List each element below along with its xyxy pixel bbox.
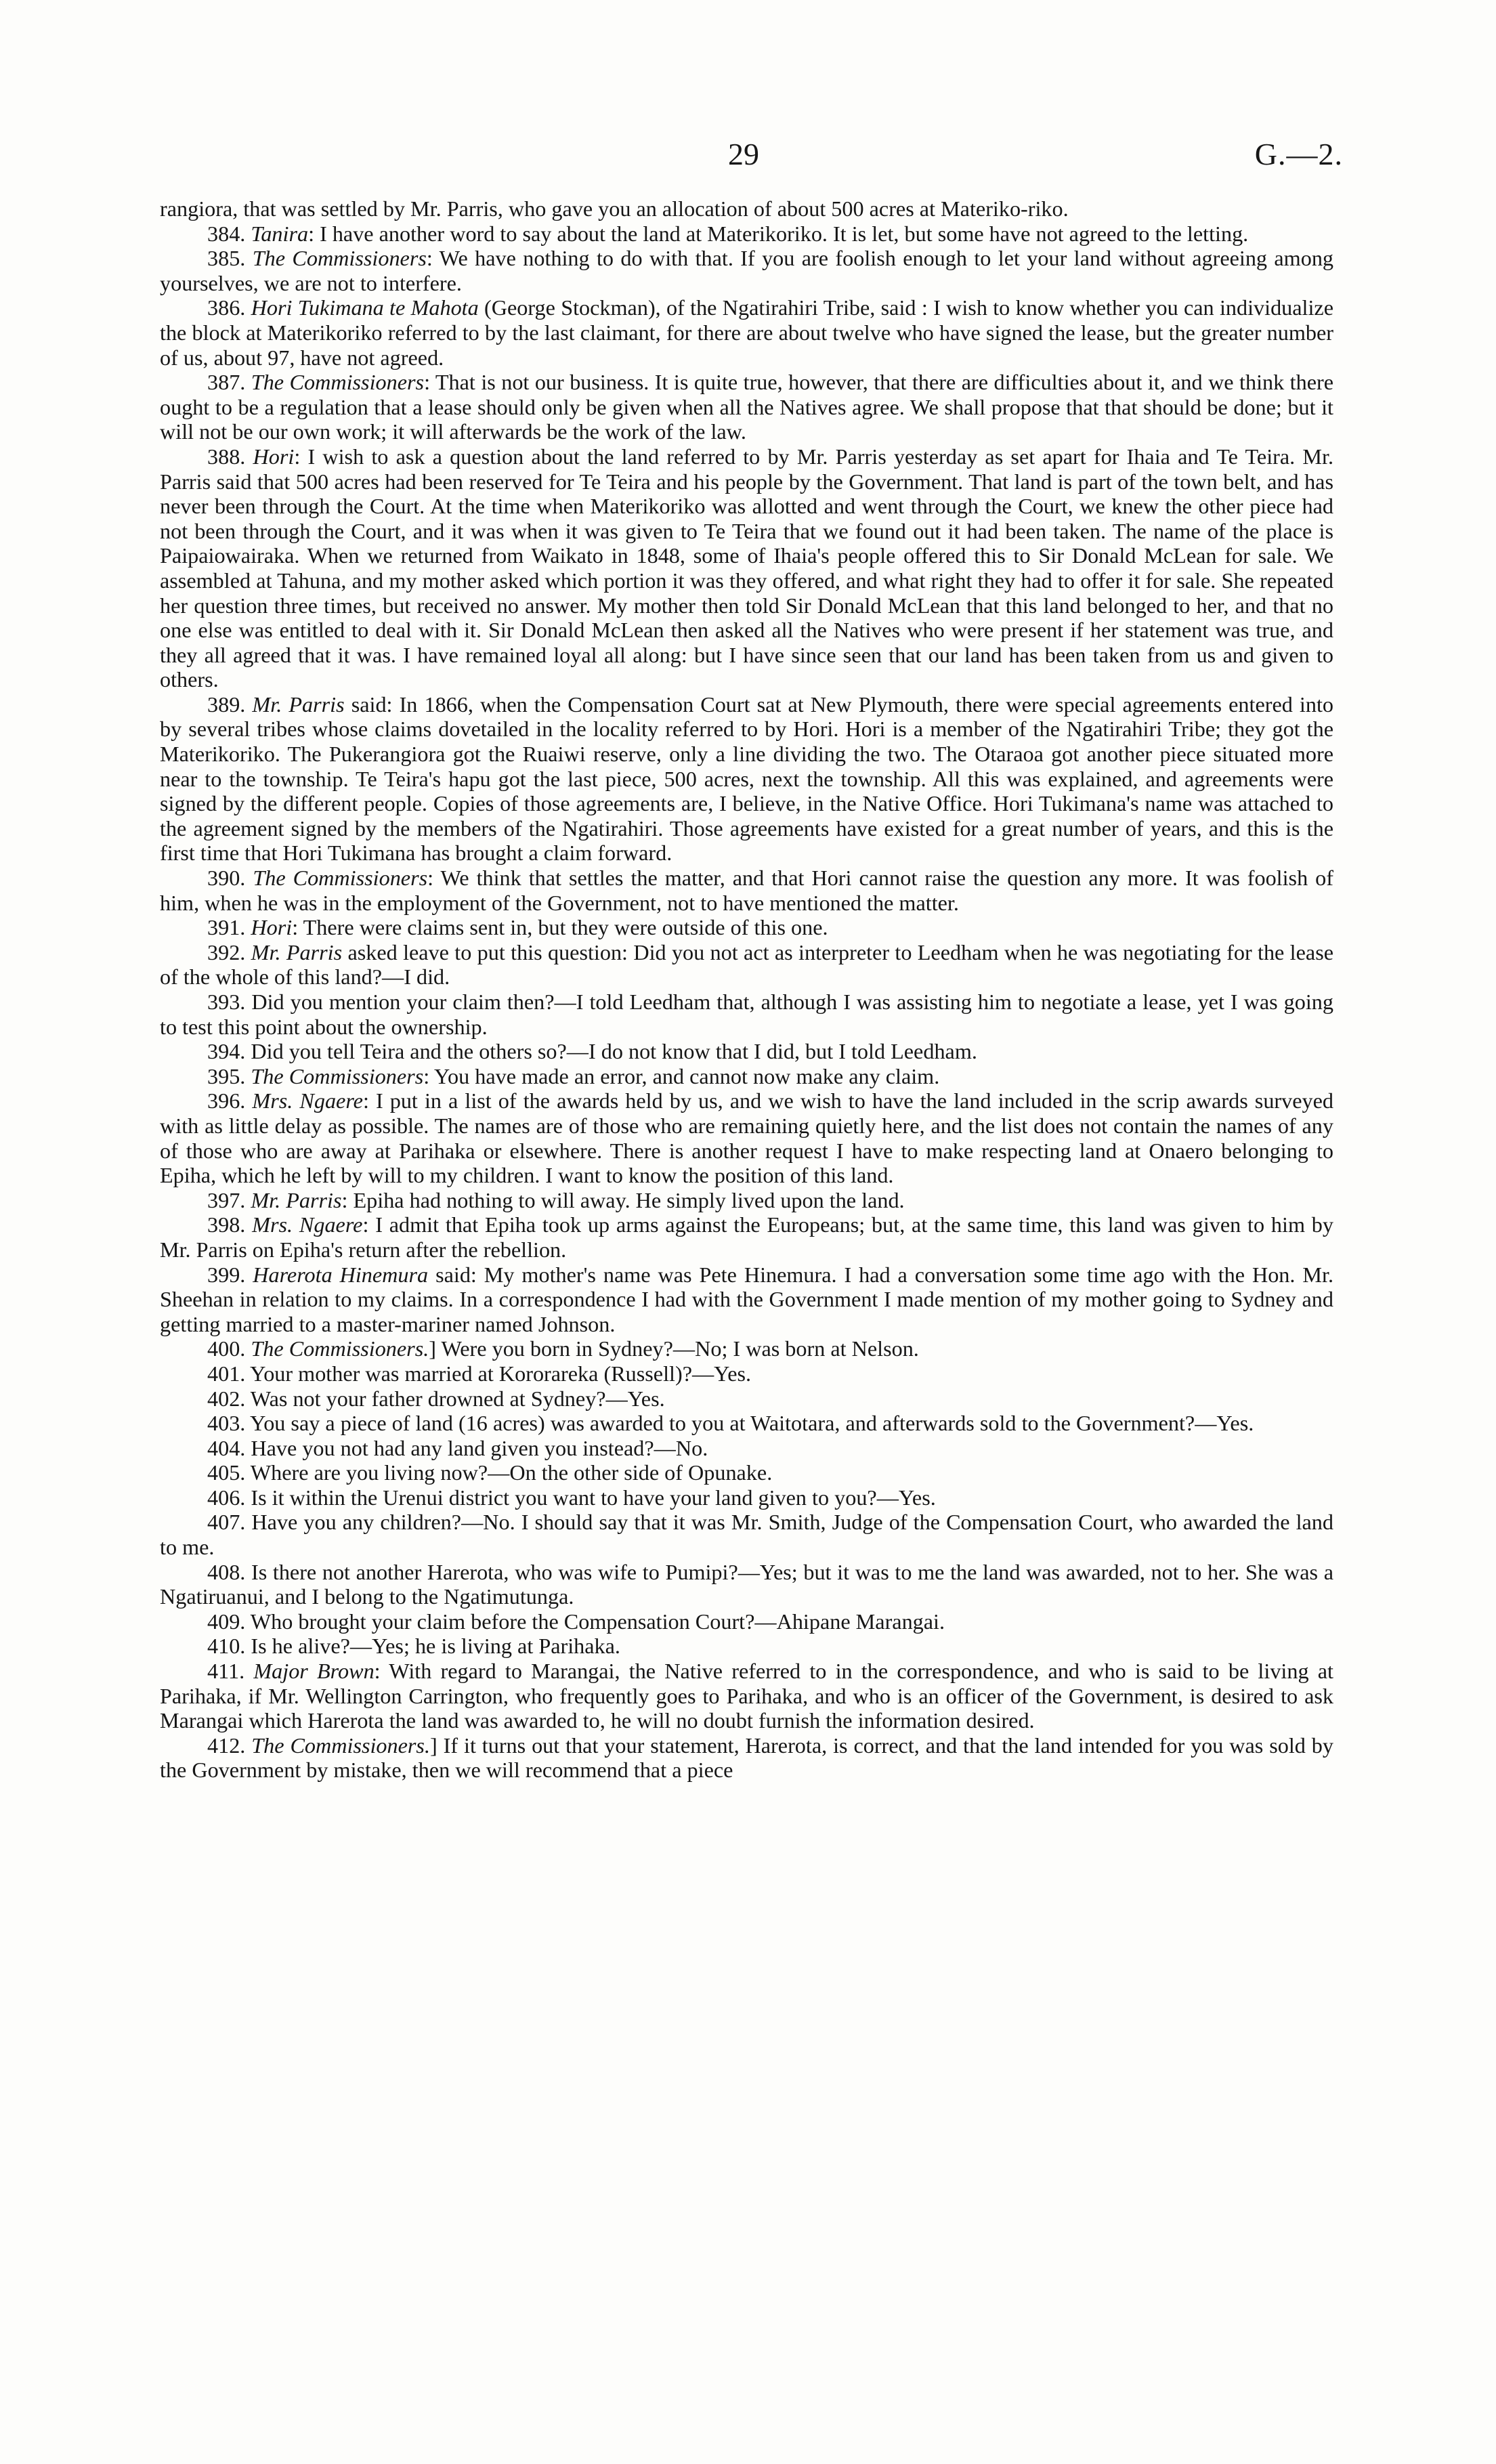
paragraph-text: : We think that settles the matter, and that Hori cannot raise the question any more. It was foolish of him, when he was in the employment of the Government, not to have mentioned the matter. [160,866,1333,915]
paragraph-text: said: My mother's name was Pete Hinemura. I had a conversation some time ago with the Hon. Mr. Sheehan in relation to my claims. In a correspondence I had with the Government I made mention of my mother going to Sydney and getting married to a master-mariner named Johnson. [160,1262,1333,1336]
paragraph [160,1336,1333,1361]
paragraph-number: 398. [207,1212,253,1237]
speaker-name: The Commissioners [252,246,427,271]
speaker-name: The Commissioners. [251,1733,431,1758]
paragraph [160,1733,1333,1783]
speaker-name: The Commissioners [251,1063,424,1088]
body-text [160,196,1333,1783]
paragraph-text: 408. Is there not another Harerota, who was wife to Pumipi?—Yes; but it was to me the land was awarded, not to her. She was a Ngatiruanui, and I belong to the Ngatimutunga. [160,1559,1333,1609]
paragraph [160,1064,1333,1089]
speaker-name: Harerota Hinemura [253,1262,429,1287]
paragraph-text: : That is not our business. It is quite true, however, that there are difficulties about it, and we think there ought to be a regulation that a lease should only be given when all the Natives agree. We shall propose that that should be done; but it will not be our own work; it will afterwards be the work of the law. [160,370,1334,444]
paragraph-text: ] If it turns out that your statement, Harerota, is correct, and that the land intended for you was sold by the Government by mistake, then we will recommend that a piece [160,1733,1333,1783]
paragraph-number: 399. [207,1262,253,1287]
paragraph [160,1510,1333,1559]
paragraph [160,1609,1333,1634]
paragraph-text: 409. Who brought your claim before the Compensation Court?—Ahipane Marangai. [207,1609,945,1634]
paragraph [160,221,1333,247]
paragraph-text: 394. Did you tell Teira and the others so?—I do not know that I did, but I told Leedham. [207,1039,977,1064]
speaker-name: The Commissioners [251,370,425,395]
paragraph-text: : There were claims sent in, but they were outside of this one. [292,915,828,940]
paragraph-number: 395. [207,1063,251,1088]
paragraph [160,1361,1333,1386]
speaker-name: Mr. Parris [251,939,343,964]
paragraph-number: 384. [207,221,251,246]
paragraph-number: 397. [207,1187,251,1212]
paragraph [160,940,1333,990]
page-header [0,134,1496,175]
paragraph-number: 411. [207,1659,254,1684]
paragraph-text: : I have another word to say about the land at Materikoriko. It is let, but some have not agreed to the letting. [308,221,1249,246]
paragraph-text: : With regard to Marangai, the Native referred to in the correspondence, and who is said to be living at Parihaka, if Mr. Wellington Carrington, who frequently goes to Parihaka, and who is an officer of the Government, is desired to ask Marangai which Harerota the land was awarded to, he will no doubt furnish the information desired. [160,1659,1333,1733]
paragraph [160,444,1333,692]
paragraph-number: 386. [207,295,251,320]
paragraph [160,1460,1333,1485]
paragraph [160,370,1333,444]
paragraph-text: 402. Was not your father drowned at Sydney?—Yes. [207,1386,665,1411]
paragraph [160,1485,1333,1510]
paragraph [160,1659,1333,1733]
paragraph [160,1436,1333,1461]
paragraph [160,866,1333,915]
paragraph-number: 392. [207,939,251,964]
paragraph-text: : I admit that Epiha took up arms against the Europeans; but, at the same time, this land was given to him by Mr. Parris on Epiha's return after the rebellion. [160,1212,1333,1262]
paragraph-text: 401. Your mother was married at Kororareka (Russell)?—Yes. [207,1361,752,1386]
paragraph [160,295,1333,370]
paragraph-text: rangiora, that was settled by Mr. Parris, who gave you an allocation of about 500 acres at Materiko-riko. [160,196,1069,221]
speaker-name: Major Brown [253,1659,375,1684]
page-number: 29 [728,137,759,171]
paragraph [160,1088,1333,1187]
paragraph [160,1560,1333,1609]
paragraph-text: 406. Is it within the Urenui district you want to have your land given to you?—Yes. [207,1485,936,1510]
paragraph-number: 400. [207,1336,251,1361]
speaker-name: The Commissioners [253,866,428,891]
paragraph-text: (George Stockman), of the Ngatirahiri Tribe, said : I wish to know whether you can individualize the block at Materikoriko referred to by the last claimant, for there are about twelve who have signed the lease, but the greater number of us, about 97, have not agreed. [160,295,1333,370]
paragraph-text: : You have made an error, and cannot now make any claim. [423,1063,940,1088]
speaker-name: The Commissioners. [251,1336,429,1361]
paragraph-number: 390. [207,866,253,891]
paragraph-text: 393. Did you mention your claim then?—I told Leedham that, although I was assisting him to negotiate a lease, yet I was going to test this point about the ownership. [160,990,1333,1039]
paragraph [160,1039,1333,1064]
paragraph-text: ] Were you born in Sydney?—No; I was born at Nelson. [429,1336,919,1361]
paragraph-text: : I put in a list of the awards held by us, and we wish to have the land included in the scrip awards surveyed with as little delay as possible. The names are of those who are remaining quietly here, and the list does not contain the names of any of those who are away at Parihaka or elsewhere. There is another request I have to make respecting land at Onaero belonging to Epiha, which he left by will to my children. I want to know the position of this land. [160,1088,1333,1188]
paragraph [160,1212,1333,1262]
paragraph-number: 385. [207,246,253,271]
paragraph-number: 388. [207,444,253,469]
speaker-name: Hori [251,915,293,940]
paragraph [160,1188,1333,1213]
document-code: G.—2. [1254,137,1343,171]
paragraph [160,1411,1333,1436]
paragraph-text: asked leave to put this question: Did you not act as interpreter to Leedham when he was negotiating for the lease of the whole of this land?—I did. [160,939,1334,990]
paragraph [160,990,1333,1039]
paragraph [160,915,1333,940]
paragraph-text: : Epiha had nothing to will away. He simply lived upon the land. [341,1187,905,1212]
paragraph-text: said: In 1866, when the Compensation Court sat at New Plymouth, there were special agreements entered into by several tribes whose claims dovetailed in the locality referred to by Hori. Hori is a member of the Ngatirahiri Tribe; they got the Materikoriko. The Pukerangiora got the Ruaiwi reserve, only a line dividing the two. The Otaraoa got another piece situated more near to the township. Te Teira's hapu got the last piece, 500 acres, next the township. All this was explained, and agreements were signed by the different people. Copies of those agreements are, I believe, in the Native Office. Hori Tukimana's name was attached to the agreement signed by the members of the Ngatirahiri. Those agreements have existed for a great number of years, and this is the first time that Hori Tukimana has brought a claim forward. [160,692,1334,866]
paragraph-text: : I wish to ask a question about the land referred to by Mr. Parris yesterday as set apart for Ihaia and Te Teira. Mr. Parris said that 500 acres had been reserved for Te Teira and his people by the Government. That land is part of the town belt, and has never been through the Court. At the time when Materikoriko was allotted and went through the Court, we knew the other piece had not been through the Court, and it was when it was given to Te Teira that we found out it had been taken. The name of the place is Paipaiowairaka. When we returned from Waikato in 1848, some of Ihaia's people offered this to Sir Donald McLean for sale. We assembled at Tahuna, and my mother asked which portion it was they offered, and what right they had to offer it for sale. She repeated her question three times, but received no answer. My mother then told Sir Donald McLean that this land belonged to her, and that no one else was entitled to deal with it. Sir Donald McLean then asked all the Natives who were present if her statement was true, and they all agreed that it was. I have remained loyal all along: but I have since seen that our land has been taken from us and given to others. [160,444,1333,692]
paragraph [160,692,1333,866]
paragraph [160,1386,1333,1411]
speaker-name: Hori [253,444,295,469]
speaker-name: Tanira [251,221,309,246]
paragraph-text: : We have nothing to do with that. If you are foolish enough to let your land without agreeing among yourselves, we are not to interfere. [160,246,1334,295]
paragraph-text: 403. You say a piece of land (16 acres) was awarded to you at Waitotara, and afterwards sold to the Government?—Yes. [207,1411,1254,1436]
paragraph [160,246,1333,295]
paragraph-text: 405. Where are you living now?—On the other side of Opunake. [207,1460,773,1485]
paragraph-text: 404. Have you not had any land given you instead?—No. [207,1435,708,1460]
speaker-name: Hori Tukimana te Mahota [251,295,479,320]
paragraph [160,1634,1333,1659]
speaker-name: Mrs. Ngaere [252,1212,363,1237]
speaker-name: Mrs. Ngaere [252,1088,363,1113]
paragraph-number: 396. [207,1088,253,1113]
paragraph-text: 407. Have you any children?—No. I should say that it was Mr. Smith, Judge of the Compensation Court, who awarded the land to me. [160,1510,1333,1560]
paragraph-text: 410. Is he alive?—Yes; he is living at Parihaka. [207,1634,620,1659]
paragraph-number: 391. [207,915,251,940]
paragraph [160,196,1333,221]
speaker-name: Mr. Parris [251,1187,342,1212]
paragraph [160,1262,1333,1337]
speaker-name: Mr. Parris [252,692,345,717]
paragraph-number: 389. [207,692,253,717]
paragraph-number: 412. [207,1733,252,1758]
paragraph-number: 387. [207,370,251,395]
